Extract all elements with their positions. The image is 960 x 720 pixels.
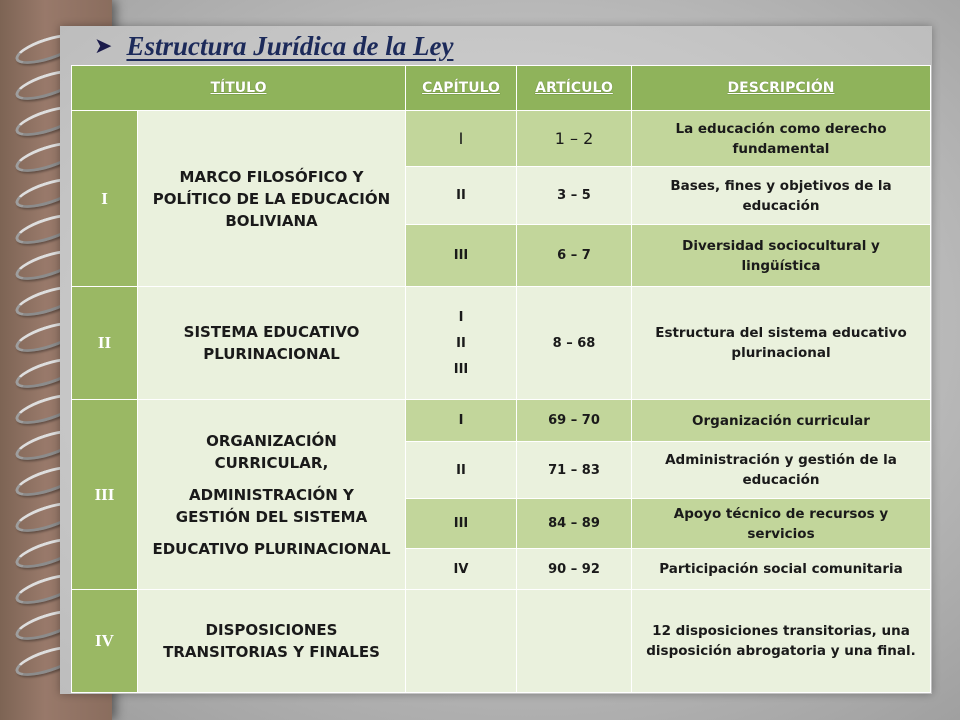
- title-number: I: [72, 111, 138, 287]
- chapter-cell: I: [458, 309, 464, 325]
- article-cell: 6 – 7: [517, 225, 632, 287]
- chapter-cell: II: [456, 335, 466, 351]
- chapter-cell: III: [406, 225, 517, 287]
- title-number: IV: [72, 590, 138, 693]
- description-cell: 12 disposiciones transitorias, una disposición abrogatoria y una final.: [632, 590, 931, 693]
- chapter-cell: II: [406, 167, 517, 225]
- description-cell: Participación social comunitaria: [632, 549, 931, 590]
- article-cell: 8 – 68: [517, 287, 632, 400]
- description-cell: Administración y gestión de la educación: [632, 442, 931, 499]
- law-structure-table: [71, 65, 931, 693]
- article-cell: 84 – 89: [517, 499, 632, 549]
- article-cell: 90 – 92: [517, 549, 632, 590]
- description-cell: Diversidad sociocultural y lingüística: [632, 225, 931, 287]
- chapter-cell: III: [453, 361, 469, 377]
- table-row: [72, 400, 931, 442]
- article-cell: 71 – 83: [517, 442, 632, 499]
- header-titulo: TÍTULO: [72, 66, 406, 111]
- chapter-cell: III: [406, 499, 517, 549]
- chapter-cell: I: [406, 111, 517, 167]
- table-row: [72, 590, 931, 693]
- article-cell: 3 – 5: [517, 167, 632, 225]
- title-name: [138, 400, 406, 590]
- title-name-line: ORGANIZACIÓN CURRICULAR,: [206, 431, 337, 472]
- header-descripcion: DESCRIPCIÓN: [632, 66, 931, 111]
- title-name-line: EDUCATIVO PLURINACIONAL: [152, 539, 391, 558]
- chapter-cell-empty: [406, 590, 517, 693]
- title-name: MARCO FILOSÓFICO Y POLÍTICO DE LA EDUCACIÓN BOLIVIANA: [138, 111, 406, 287]
- chapter-cell: IV: [406, 549, 517, 590]
- header-capitulo: CAPÍTULO: [406, 66, 517, 111]
- title-number: II: [72, 287, 138, 400]
- title-number: III: [72, 400, 138, 590]
- description-cell: Bases, fines y objetivos de la educación: [632, 167, 931, 225]
- slide-title: [94, 28, 453, 64]
- title-name: SISTEMA EDUCATIVO PLURINACIONAL: [138, 287, 406, 400]
- article-cell: 1 – 2: [517, 111, 632, 167]
- chapter-cell: I: [406, 400, 517, 442]
- arrow-bullet-icon: ➤: [94, 33, 113, 58]
- description-cell: Apoyo técnico de recursos y servicios: [632, 499, 931, 549]
- article-cell-empty: [517, 590, 632, 693]
- title-name-line: ADMINISTRACIÓN Y GESTIÓN DEL SISTEMA: [175, 485, 368, 526]
- table-row: [72, 287, 931, 400]
- table-header-row: [72, 66, 931, 111]
- title-name: DISPOSICIONES TRANSITORIAS Y FINALES: [138, 590, 406, 693]
- table-row: [72, 111, 931, 167]
- page-title: Estructura Jurídica de la Ley: [126, 30, 454, 61]
- article-cell: 69 – 70: [517, 400, 632, 442]
- description-cell: Organización curricular: [632, 400, 931, 442]
- chapter-cell: II: [406, 442, 517, 499]
- description-cell: Estructura del sistema educativo plurinacional: [632, 287, 931, 400]
- header-articulo: ARTÍCULO: [517, 66, 632, 111]
- chapter-list: [406, 287, 517, 400]
- description-cell: La educación como derecho fundamental: [632, 111, 931, 167]
